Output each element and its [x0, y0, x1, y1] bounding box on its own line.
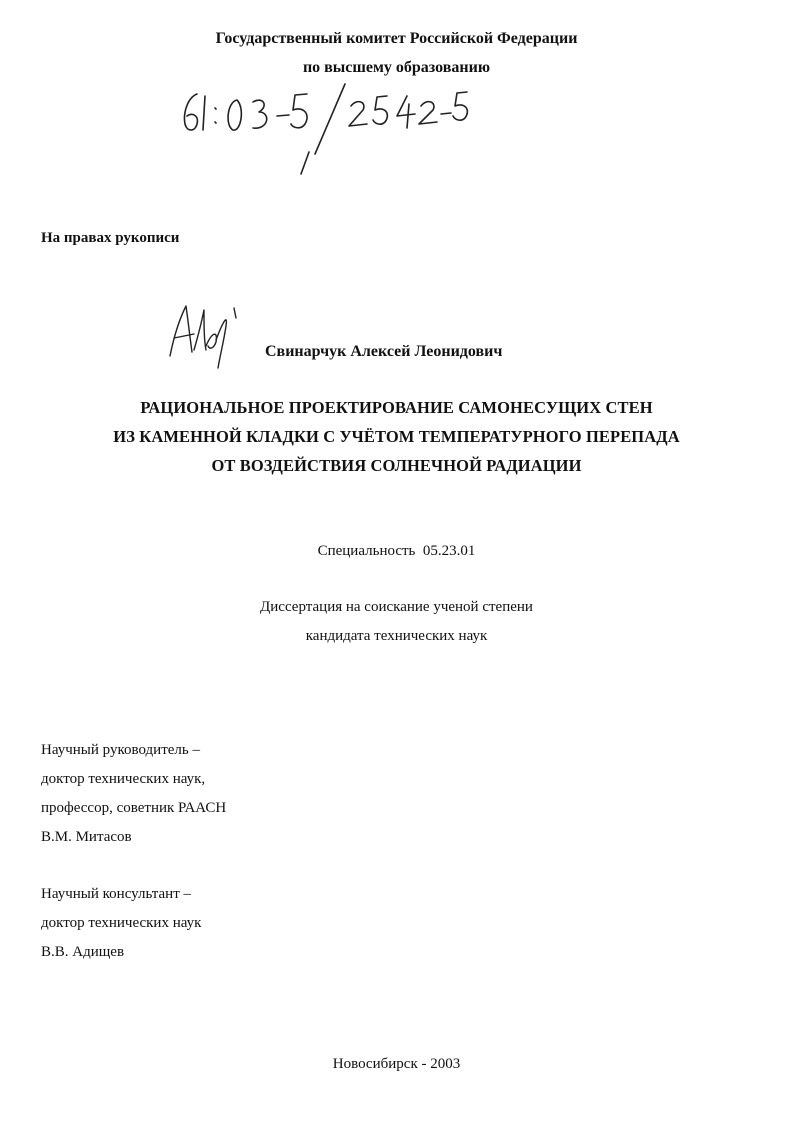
- author-signature: [160, 296, 250, 376]
- dissertation-title-line-2: ИЗ КАМЕННОЙ КЛАДКИ С УЧЁТОМ ТЕМПЕРАТУРНОГО ПЕРЕПАДА: [113, 427, 680, 446]
- specialty: Специальность 05.23.01: [317, 543, 476, 559]
- consultant-degree: доктор технических наук: [41, 915, 202, 931]
- city-year: Новосибирск - 2003: [332, 1056, 461, 1072]
- supervisor-title: профессор, советник РААСН: [41, 800, 227, 816]
- author-name: Свинарчук Алексей Леонидович: [265, 343, 503, 360]
- supervisor-role: Научный руководитель –: [41, 742, 200, 758]
- degree-line-2: кандидата технических наук: [305, 628, 488, 644]
- dissertation-title-line-1: РАЦИОНАЛЬНОЕ ПРОЕКТИРОВАНИЕ САМОНЕСУЩИХ СТЕН: [140, 398, 653, 417]
- ministry-line-1: Государственный комитет Российской Федерации: [215, 30, 578, 47]
- manuscript-rights-note: На правах рукописи: [41, 230, 180, 246]
- handwritten-catalog-number: [175, 78, 475, 178]
- consultant-name: В.В. Адищев: [41, 944, 125, 960]
- ministry-line-2: по высшему образованию: [302, 59, 491, 76]
- supervisor-name: В.М. Митасов: [41, 829, 132, 845]
- supervisor-degree: доктор технических наук,: [41, 771, 206, 787]
- degree-line-1: Диссертация на соискание ученой степени: [260, 599, 533, 615]
- dissertation-title-line-3: ОТ ВОЗДЕЙСТВИЯ СОЛНЕЧНОЙ РАДИАЦИИ: [211, 456, 582, 475]
- consultant-role: Научный консультант –: [41, 886, 191, 902]
